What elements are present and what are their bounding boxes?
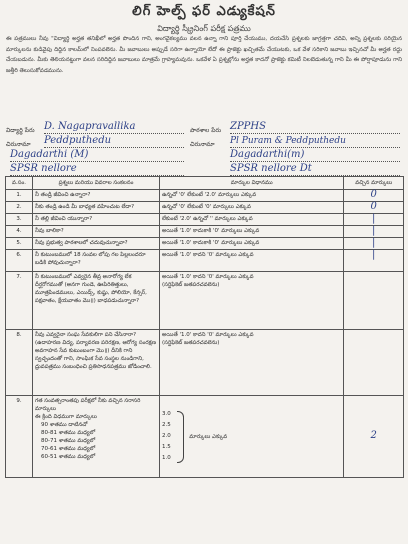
row-score[interactable] [344,238,404,250]
points-value: 2.5 [162,422,171,428]
row-question: నీవు ఎవ్వరైనా సంఘ సేవకులిగా పని చేసినారా? (ఉదాహరణ విద్య, పర్యావరణ పరిరక్షణ, ఆరోగ్య సంరక్షణ అవగాహన సేవ కుటుంబంగా మొ॥) దీనికి గాని స్వచ్ఛందంతో గాని, సాంఘిక సేవ సంస్థల నుండిగాని, ధ్రువపత్రము సంబంధించి ప్రతిసాధనపత్రము జోడించాలి. [33,330,160,396]
row-rule: మార్కులు ఎక్కువ [189,433,228,440]
table-row [6,272,404,330]
points-value: 2.0 [162,433,171,439]
row-rule-cell [160,396,344,478]
row-question: గత సంవత్సరాంతపు పరీక్షలో నీకు వచ్చిన సరాసరి మార్కులు [35,398,141,412]
row-number: 8. [6,330,33,396]
school-address-line1-field[interactable]: Pl Puram & Peddputhedu [230,135,400,148]
row-rule: అయితే '1.0' కాదుకాకి '0' మార్కులు ఎక్కువ [160,238,344,250]
form-title: లిగ్ హెల్ప్ ఫర్ ఎడ్యుకేషన్ [132,4,276,19]
row-number: 6. [6,250,33,272]
row-score[interactable] [344,190,404,202]
student-name-field[interactable]: D. Nagapravallika [44,121,184,134]
row-rule: అయితే '1.0' కాదని '0' మార్కులు ఎక్కువ [162,274,254,280]
score-mark: 0 [370,201,377,212]
col-header-score: వచ్చిన మార్కులు [344,177,404,190]
points-value: 3.0 [162,411,171,417]
score-mark: 2 [370,430,377,441]
row-question: నీవు ప్రభుత్వ పాఠశాలలో చదువుచున్నావా? [33,238,160,250]
row-score[interactable] [344,214,404,226]
row-number: 5. [6,238,33,250]
school-name-label: పాఠశాల పేరు [190,127,222,134]
row-rule: లేకుంటే '2.0' ఉన్నచో '' మార్కులు ఎక్కువ [160,214,344,226]
table-row [6,396,404,478]
row-question-cell [33,396,160,478]
row-rule: అయితే '1.0' కాదుకాకి '0' మార్కులు ఎక్కువ [160,226,344,238]
row-number: 7. [6,272,33,330]
table-header-row [6,177,404,190]
score-mark: | [372,213,376,224]
row-question: నీ కుటుంబములో ఎవ్వరైన తీవ్ర అనారోగ్య లేక దీర్ఘరోగముతో (అనగా గుండె, ఊపిరితిత్తులు, మూత్రపిండములు, ఎయిడ్స్, కుష్ఠు, పోలియో, కేన్సర్, పక్షవాతం, క్షేయవాతం మొ॥) బాధపడుచున్నారా? [33,272,160,330]
score-mark: | [372,237,376,248]
row-score[interactable] [344,226,404,238]
row-number: 2. [6,202,33,214]
row-question: నీకు తండ్రి ఉండి మీ బాధ్యత వహించుట లేదా? [33,202,160,214]
percent-band: 80-81 శాతము మధ్యలో [41,430,96,436]
points-list [162,409,171,464]
row-score[interactable] [344,330,404,396]
school-address-line3-field[interactable]: SPSR nellore Dt [230,163,400,176]
percent-band: 80-71 శాతము మధ్యలో [41,438,96,444]
points-value: 1.5 [162,444,171,450]
address-line2-field[interactable]: Dagadarthi (M) [10,149,184,162]
row-rule-cell [160,330,344,396]
row-question: నీవు బాలికా? [33,226,160,238]
score-mark: 0 [370,189,377,200]
row-score[interactable] [344,396,404,478]
screening-table [5,176,404,478]
school-name-field[interactable]: ZPPHS [230,121,400,134]
row-note: (సర్టిఫికెట్ జతపరచవలెను) [162,282,220,288]
row-number: 3. [6,214,33,226]
table-row [6,250,404,272]
row-rule-cell [160,272,344,330]
address-line3-field[interactable]: SPSR nellore [10,163,184,176]
row-number: 9. [6,396,33,478]
table-row [6,190,404,202]
row-question: నీ కుటుంబములో 18 సంవల లోపు గల పిల్లలందరూ బడికి పోవుచున్నారా? [33,250,160,272]
percent-band: 70-61 శాతము మధ్యలో [41,446,96,452]
table-row [6,238,404,250]
form-subtitle: విద్యార్థి స్క్రీనింగ్ పరీక్ష పత్రము [157,24,251,33]
row-rule: ఉన్నచో '0' లేకుంటే '2.0' మార్కులు ఎక్కువ [160,190,344,202]
table-row [6,202,404,214]
brace-icon [177,411,184,463]
col-header-rule: మార్కుల విధానము [160,177,344,190]
score-mark: | [372,225,376,236]
row-question: నీ తండ్రి జీవించి ఉన్నారా? [33,190,160,202]
row-rule: అయితే '1.0' కాదని '0' మార్కులు ఎక్కువ [162,332,254,338]
table-row [6,330,404,396]
col-header-no: వ.సం. [6,177,33,190]
row-rule: అయితే '1.0' కాదని '0' మార్కులు ఎక్కువ [160,250,344,272]
instructions-paragraph: ఈ పత్రములు నీవు "విద్యార్థి అర్హత తనిఖీలో అర్హత పొందిన గాని, అంగవైకల్యము వలన ఉన్నా గాని పూర్తి చేయుము, దయచేసి ప్రశ్నలకు జాగ్రత్తగా చదివి, అన్ని ప్రశ్నలకు సరియైన మార్కులను కుడివైపు దిద్దిన కాలమ్‌లో నింపవలెను. మీ జవాబులు అప్పుడే సరిగా ఉన్నాయో లేదో ఈ ప్రాజెక్టు ఖచ్చితమే చేయుటకు, ఒక వేళ సరికాని జవాబు ఇచ్చినచో మీ అర్హత రద్దు చేయబడును. మీకు తెలియనట్టుగా వలన సరిదిద్దిన జవాబులు మాత్రమే గ్రాహ్యమవును. ఒకవేళ ఏ ప్రశ్నల్లోను అర్హత కాదనో ప్రాజెక్టు కమిటీ నిలబెడుతున్న గాని మీ ఈ పోర్షాపూడును గాని జత్తీరి తెలుసుకోవడమును. [6,36,402,74]
address-label: చిరునామా [6,141,31,148]
school-address-line2-field[interactable]: Dagadarthi(m) [230,149,400,162]
percent-band: 90 శాతము దాటినచో [41,422,88,428]
student-name-label: విద్యార్థి పేరు [6,127,35,134]
row-score[interactable] [344,202,404,214]
school-address-label: చిరునామా [190,141,215,148]
row-score[interactable] [344,250,404,272]
col-header-question: ప్రశ్నలు మరియు వివరాల సంకలనం [33,177,160,190]
row-number: 1. [6,190,33,202]
row-score[interactable] [344,272,404,330]
row-question: నీ తల్లి జీవించి యున్నారా? [33,214,160,226]
row-subnote: ఈ క్రింది విధముగా మార్కులు [35,414,97,420]
score-mark: | [372,249,376,260]
address-line1-field[interactable]: Peddputhedu [44,135,184,148]
table-row [6,214,404,226]
percent-band: 60-51 శాతము మధ్యలో [41,454,96,460]
row-number: 4. [6,226,33,238]
points-value: 1.0 [162,455,171,461]
row-note: (సర్టిఫికెట్ జతపరచవలెను) [162,340,220,346]
table-row [6,226,404,238]
row-rule: ఉన్నచో '0' లేకుంటే '0' మార్కులు ఎక్కువ [160,202,344,214]
